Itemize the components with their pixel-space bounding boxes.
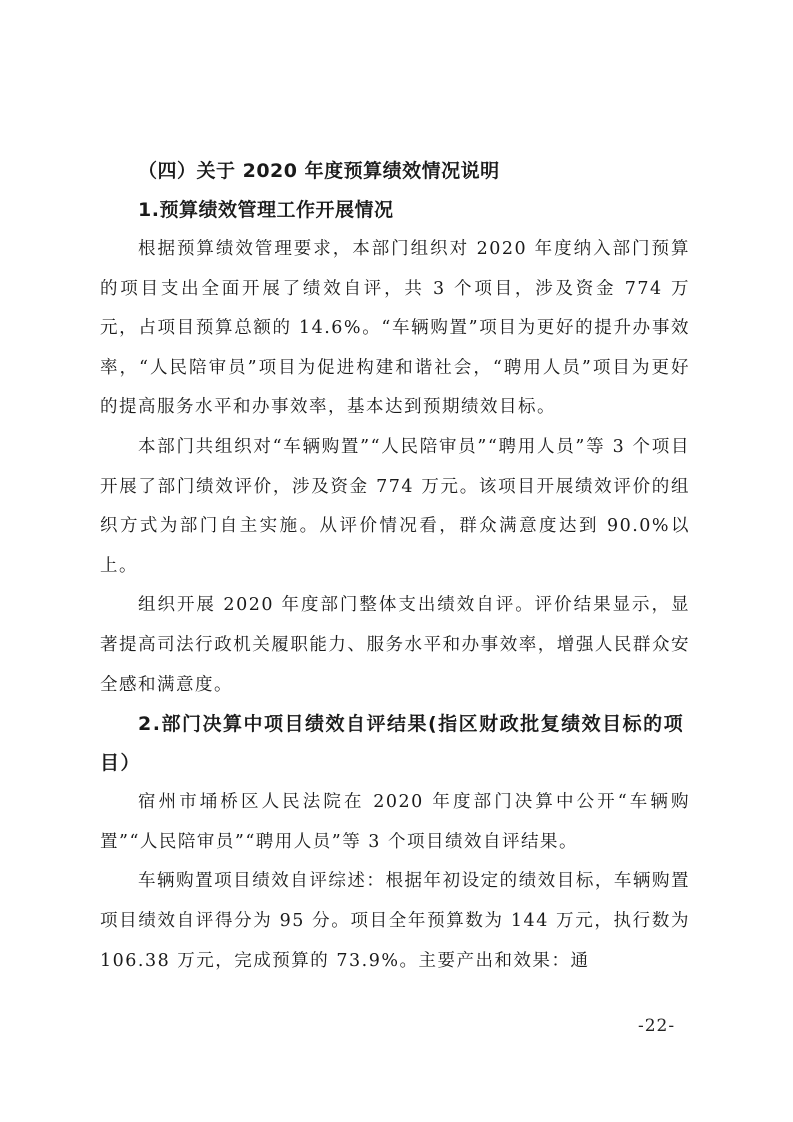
paragraph: 组织开展 2020 年度部门整体支出绩效自评。评价结果显示，显著提高司法行政机关履职能力、服务水平和办事效率，增强人民群众安全感和满意度。	[100, 595, 690, 695]
subsection-heading-2: 2.部门决算中项目绩效自评结果(指区财政批复绩效目标的项目）	[100, 713, 685, 775]
paragraph: 本部门共组织对“车辆购置”“人民陪审员”“聘用人员”等 3 个项目开展了部门绩效评价，涉及资金 774 万元。该项目开展绩效评价的组织方式为部门自主实施。从评价情况看，群众满意度达到 90.0%以上。	[100, 436, 690, 576]
paragraph: 根据预算绩效管理要求，本部门组织对 2020 年度纳入部门预算的项目支出全面开展了绩效自评，共 3 个项目，涉及资金 774 万元，占项目预算总额的 14.6%。“车辆购置”项目为更好的提升办事效率，“人民陪审员”项目为促进构建和谐社会，“聘用人员”项目为更好的提高服务水平和办事效率，基本达到预期绩效目标。	[100, 239, 690, 418]
page-content	[100, 152, 690, 981]
subsection-heading-1: 1.预算绩效管理工作开展情况	[138, 199, 394, 221]
paragraph: 车辆购置项目绩效自评综述：根据年初设定的绩效目标，车辆购置项目绩效自评得分为 95 分。项目全年预算数为 144 万元，执行数为 106.38 万元，完成预算的 73.9%。主要产出和效果：通	[100, 871, 690, 971]
section-heading: （四）关于 2020 年度预算绩效情况说明	[138, 160, 500, 182]
paragraph: 宿州市埇桥区人民法院在 2020 年度部门决算中公开“车辆购置”“人民陪审员”“聘用人员”等 3 个项目绩效自评结果。	[100, 792, 690, 852]
page-number: -22-	[638, 1016, 676, 1036]
